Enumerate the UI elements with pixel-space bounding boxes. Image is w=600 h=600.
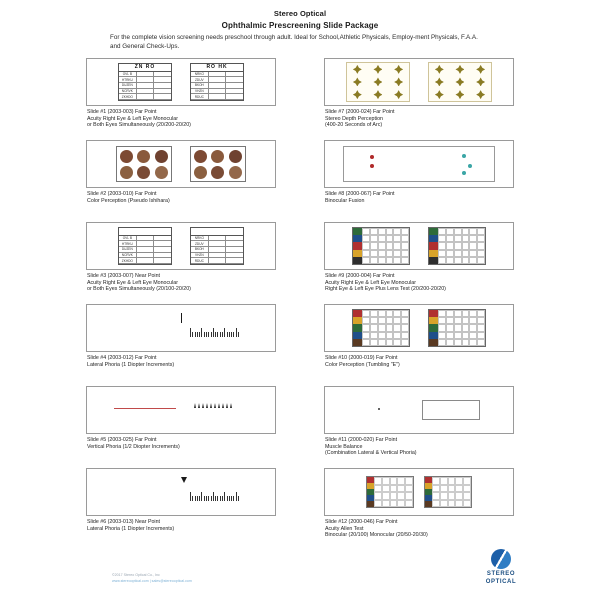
acuity-chart-letters [191, 228, 243, 235]
slide-artwork [325, 469, 513, 515]
acuity-row: HTRKU [119, 241, 171, 247]
slide-caption [324, 437, 514, 457]
acuity-row: NRKO [191, 72, 243, 78]
acuity-chart-letters: RO HK [206, 64, 228, 71]
slide-caption-l1: Slide #12 (2000-046) Far Point [325, 519, 398, 525]
slide-caption-l2: Acuity Right Eye & Left Eye Monocular [87, 279, 178, 286]
color-acuity-plate [352, 227, 410, 265]
stereo-target [353, 65, 362, 74]
stereo-target [476, 77, 485, 86]
allen-symbol-grid [374, 477, 413, 507]
fusion-dot [462, 171, 466, 175]
slide-caption-l1: Slide #10 (2000-019) Far Point [325, 355, 398, 361]
acuity-row: NRKO [191, 236, 243, 242]
ishihara-dot [120, 166, 133, 179]
slide-caption [324, 109, 514, 129]
acuity-chart-letters: ZN RO [134, 64, 156, 71]
slide-caption [86, 519, 276, 532]
acuity-chart [118, 63, 172, 101]
color-bar [353, 310, 362, 346]
acuity-row: ZDUV [191, 241, 243, 247]
footer [112, 573, 192, 584]
acuity-chart [190, 227, 244, 265]
ishihara-dot [137, 166, 150, 179]
ishihara-dot [229, 166, 242, 179]
slide-caption [86, 191, 276, 204]
slide-entry-slide-2 [86, 140, 276, 222]
slide-caption-l1: Slide #6 (2003-013) Near Point [87, 519, 161, 525]
slide-caption-l3: (400-20 Seconds of Arc) [325, 122, 383, 129]
stereo-target [373, 77, 382, 86]
stereo-target [435, 65, 444, 74]
slide-caption-l2: Stereo Depth Perception [325, 115, 384, 122]
slide-caption-l2: Color Perception (Tumbling "E") [325, 361, 400, 368]
phoria-arrow-scale [194, 403, 232, 408]
slide-entry-slide-3 [86, 222, 276, 304]
slide-artwork [325, 59, 513, 105]
acuity-row: VHZN [191, 253, 243, 259]
fusion-plate [343, 146, 495, 182]
slide-entry-slide-1 [86, 58, 276, 140]
slide-column-left [86, 58, 276, 568]
slide-caption [86, 355, 276, 368]
slide-image [324, 304, 514, 352]
acuity-row: ZDUV [191, 77, 243, 83]
acuity-chart [190, 63, 244, 101]
slide-caption-l2: Acuity Right Eye & Left Eye Monocular [87, 115, 178, 122]
color-acuity-plate [428, 227, 486, 265]
stereo-target [394, 90, 403, 99]
acuity-row: ZKHDO [119, 94, 171, 100]
slide-caption [324, 519, 514, 539]
slide-caption-l1: Slide #1 (2003-003) Far Point [87, 109, 157, 115]
slide-artwork [325, 387, 513, 433]
slide-column-right [324, 58, 514, 568]
slide-caption [86, 109, 276, 129]
footer-contact[interactable]: www.stereooptical.com | sales@stereooptical.com [112, 578, 192, 583]
acuity-row: NCRVK [119, 253, 171, 259]
phoria-pointer [181, 477, 187, 483]
stereo-target [476, 65, 485, 74]
stereo-target [373, 90, 382, 99]
slide-image [86, 58, 276, 106]
slide-image [86, 386, 276, 434]
slide-entry-slide-9 [324, 222, 514, 304]
slide-caption [324, 273, 514, 293]
phoria-reference-line [114, 408, 176, 409]
slide-image [86, 468, 276, 516]
slide-artwork [87, 469, 275, 515]
stereo-target [455, 65, 464, 74]
brand-logo [464, 549, 538, 586]
slide-artwork [325, 141, 513, 187]
stereo-target [353, 90, 362, 99]
slide-entry-slide-8 [324, 140, 514, 222]
slide-caption-l1: Slide #3 (2003-007) Near Point [87, 273, 161, 279]
slide-entry-slide-4 [86, 304, 276, 386]
color-bar [353, 228, 362, 264]
slide-entry-slide-10 [324, 304, 514, 386]
stereo-target [476, 90, 485, 99]
stereo-target [353, 77, 362, 86]
acuity-row: BKOH [191, 247, 243, 253]
slide-image [324, 140, 514, 188]
fusion-dot [462, 154, 466, 158]
ishihara-plate [190, 146, 246, 182]
slide-caption-l1: Slide #8 (2000-067) Far Point [325, 191, 395, 197]
slide-artwork [87, 59, 275, 105]
color-bar [425, 477, 432, 507]
slide-caption-l2: Muscle Balance [325, 443, 363, 450]
slide-caption-l2: Binocular Fusion [325, 197, 365, 204]
slide-image [324, 468, 514, 516]
slide-caption-l1: Slide #7 (2000-024) Far Point [325, 109, 395, 115]
optotype-grid [362, 228, 409, 264]
muscle-balance-target [344, 393, 494, 427]
slide-image [86, 304, 276, 352]
slide-entry-slide-6 [86, 468, 276, 550]
phoria-pointer [181, 313, 182, 323]
ishihara-dot [211, 166, 224, 179]
optotype-grid [362, 310, 409, 346]
optotype-grid [438, 310, 485, 346]
page-description: For the complete vision screening needs preschool through adult. Ideal for School,Athletic Physicals, Employ-ment Physicals, F.A.A. and General Check-Ups. [110, 34, 478, 50]
slide-caption-l2: Vertical Phoria (1/2 Diopter Increments) [87, 443, 180, 450]
slide-caption-l1: Slide #11 (2000-020) Far Point [325, 437, 398, 443]
stereo-target [455, 90, 464, 99]
fusion-dot [370, 164, 374, 168]
page-header [0, 0, 600, 51]
slide-caption-l2: Lateral Phoria (1 Diopter Increments) [87, 525, 175, 532]
acuity-row: OVL B [119, 236, 171, 242]
slide-caption-l3: or Both Eyes Simultaneously (20/200-20/20) [87, 122, 191, 129]
slide-caption-l2: Acuity Right Eye & Left Eye Monocular [325, 279, 416, 286]
slide-caption-l2: Color Perception (Pseudo Ishihara) [87, 197, 170, 204]
fusion-dot [468, 164, 472, 168]
slide-artwork [87, 141, 275, 187]
stereo-target [435, 77, 444, 86]
ishihara-dot [211, 150, 224, 163]
slide-caption-l1: Slide #2 (2003-010) Far Point [87, 191, 157, 197]
ishihara-dot [194, 150, 207, 163]
optotype-grid [438, 228, 485, 264]
acuity-row: BKOH [191, 83, 243, 89]
phoria-scale [190, 325, 239, 337]
slide-caption-l1: Slide #9 (2000-004) Far Point [325, 273, 395, 279]
slide-caption-l2: Lateral Phoria (1 Diopter Increments) [87, 361, 175, 368]
slide-image [324, 222, 514, 270]
slide-image [324, 58, 514, 106]
slide-entry-slide-11 [324, 386, 514, 468]
slide-caption-l3: (Combination Lateral & Vertical Phoria) [325, 450, 417, 457]
slide-entry-slide-7 [324, 58, 514, 140]
acuity-row: OVL B [119, 72, 171, 78]
slide-caption [86, 273, 276, 293]
allen-test-plates [366, 476, 472, 508]
ishihara-dot [155, 166, 168, 179]
slide-caption [324, 191, 514, 204]
color-bar [429, 228, 438, 264]
acuity-row: RDUC [191, 258, 243, 264]
acuity-row: HTRKU [119, 77, 171, 83]
acuity-row: VHZN [191, 89, 243, 95]
acuity-row: DUZEN [119, 83, 171, 89]
ishihara-dot [194, 166, 207, 179]
ishihara-dot [120, 150, 133, 163]
slide-artwork [325, 223, 513, 269]
phoria-target [106, 477, 256, 507]
ishihara-dot [155, 150, 168, 163]
slide-caption-l3: Binocular (20/100) Monocular (20/50-20/30) [325, 532, 428, 539]
slide-caption-l3: or Both Eyes Simultaneously (20/100-20/20) [87, 286, 191, 293]
color-acuity-plate [428, 309, 486, 347]
slide-grid [0, 58, 600, 568]
logo-line-2: OPTICAL [485, 578, 517, 585]
slide-artwork [87, 223, 275, 269]
acuity-row: DUZEN [119, 247, 171, 253]
fixation-dot [378, 408, 380, 410]
stereo-plate [428, 62, 492, 102]
company-name: Stereo Optical [273, 9, 327, 18]
slide-caption-l2: Acuity Allen Test [325, 525, 364, 532]
footer-copyright: ©2017 Stereo Optical Co., Inc [112, 573, 160, 578]
color-bar [367, 477, 374, 507]
stereo-target [435, 90, 444, 99]
color-bar [429, 310, 438, 346]
stereo-target [394, 77, 403, 86]
phoria-scale [190, 489, 239, 501]
slide-image [324, 386, 514, 434]
slide-caption-l3: Right Eye & Left Eye Plus Lens Test (20/200-20/20) [325, 286, 446, 293]
acuity-row: NCRVK [119, 89, 171, 95]
slide-artwork [325, 305, 513, 351]
stereo-target [373, 65, 382, 74]
slide-caption [86, 437, 276, 450]
ishihara-dot [229, 150, 242, 163]
acuity-row: ZKHDO [119, 258, 171, 264]
page-title: Ophthalmic Prescreening Slide Package [221, 21, 379, 30]
slide-artwork [87, 305, 275, 351]
allen-symbol-grid [432, 477, 471, 507]
stereo-target [394, 65, 403, 74]
slide-caption [324, 355, 514, 368]
slide-entry-slide-12 [324, 468, 514, 550]
slide-image [86, 222, 276, 270]
ishihara-plate [116, 146, 172, 182]
allen-plate [366, 476, 414, 508]
stereo-optical-swirl-icon [491, 549, 511, 569]
fusion-dot [370, 155, 374, 159]
vertical-phoria-target [106, 395, 256, 425]
acuity-chart [118, 227, 172, 265]
acuity-chart-letters [119, 228, 171, 235]
logo-line-1: STEREO [486, 571, 516, 577]
slide-image [86, 140, 276, 188]
slide-caption-l1: Slide #5 (2003-025) Far Point [87, 437, 157, 443]
muscle-balance-box [422, 400, 480, 420]
stereo-plate [346, 62, 410, 102]
acuity-row: RDUC [191, 94, 243, 100]
color-acuity-plate [352, 309, 410, 347]
slide-caption-l1: Slide #4 (2003-012) Far Point [87, 355, 157, 361]
slide-artwork [87, 387, 275, 433]
allen-plate [424, 476, 472, 508]
ishihara-dot [137, 150, 150, 163]
stereo-target [455, 77, 464, 86]
phoria-target [106, 313, 256, 343]
slide-entry-slide-5 [86, 386, 276, 468]
